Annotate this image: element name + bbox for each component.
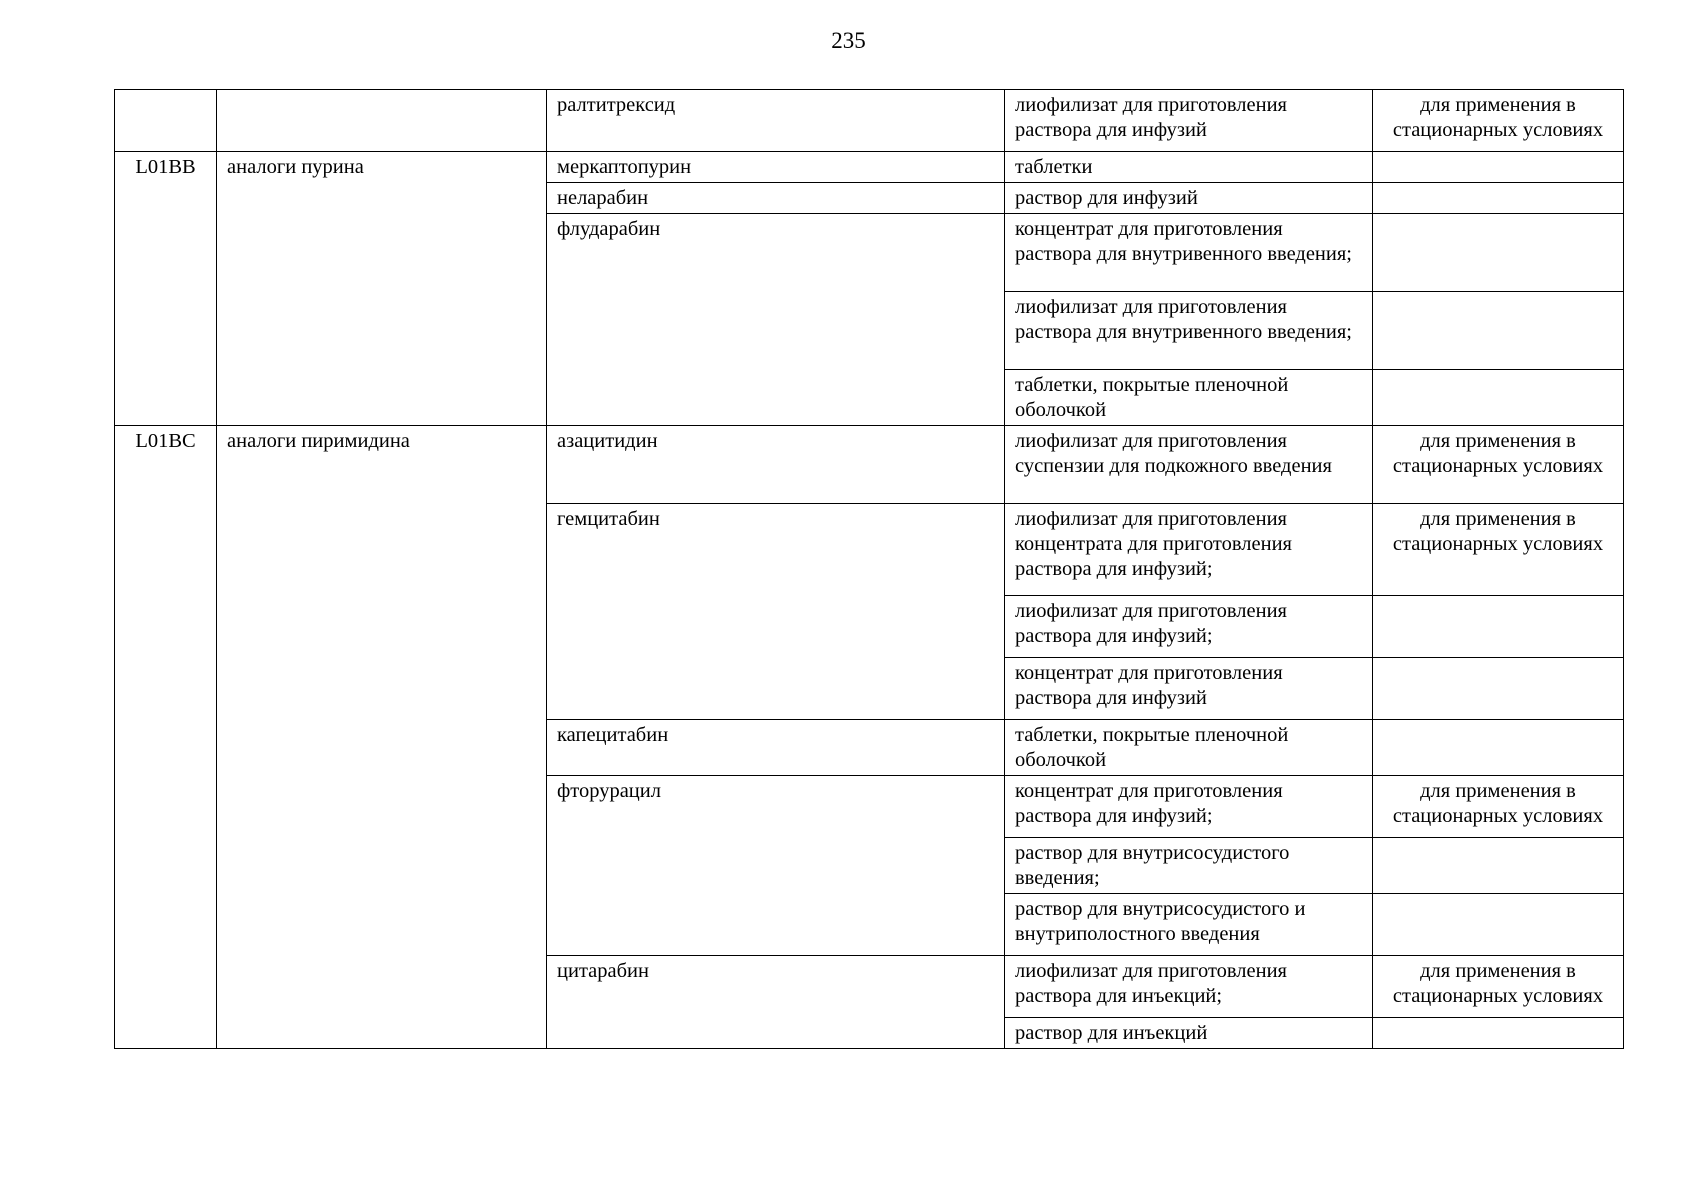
drug-name: флударабин <box>547 214 1005 426</box>
usage-condition: для применения в стационарных условиях <box>1373 90 1624 152</box>
dosage-form: лиофилизат для приготовления раствора для инъекций; <box>1005 956 1373 1018</box>
atc-code-cell <box>115 90 217 152</box>
usage-condition <box>1373 152 1624 183</box>
drug-name: капецитабин <box>547 720 1005 776</box>
dosage-form: раствор для внутрисосудистого введения; <box>1005 838 1373 894</box>
group-name: аналоги пурина <box>217 152 547 426</box>
usage-condition <box>1373 838 1624 894</box>
usage-condition <box>1373 894 1624 956</box>
dosage-form: таблетки, покрытые пленочной оболочкой <box>1005 370 1373 426</box>
dosage-form: таблетки, покрытые пленочной оболочкой <box>1005 720 1373 776</box>
dosage-form: раствор для инъекций <box>1005 1018 1373 1049</box>
dosage-form: концентрат для приготовления раствора для инфузий; <box>1005 776 1373 838</box>
drug-name: фторурацил <box>547 776 1005 956</box>
usage-condition <box>1373 658 1624 720</box>
drug-table <box>114 89 1624 1049</box>
usage-condition <box>1373 183 1624 214</box>
usage-condition <box>1373 1018 1624 1049</box>
table-row <box>115 90 1624 152</box>
dosage-form: концентрат для приготовления раствора для внутривенного введения; <box>1005 214 1373 292</box>
dosage-form: лиофилизат для приготовления раствора для внутривенного введения; <box>1005 292 1373 370</box>
dosage-form: раствор для внутрисосудистого и внутриполостного введения <box>1005 894 1373 956</box>
usage-condition <box>1373 214 1624 292</box>
table-row <box>115 426 1624 504</box>
drug-name: неларабин <box>547 183 1005 214</box>
usage-condition: для применения в стационарных условиях <box>1373 426 1624 504</box>
drug-name: азацитидин <box>547 426 1005 504</box>
usage-condition <box>1373 370 1624 426</box>
usage-condition <box>1373 720 1624 776</box>
page-number: 235 <box>831 28 866 53</box>
drug-name: гемцитабин <box>547 504 1005 720</box>
usage-condition <box>1373 292 1624 370</box>
dosage-form: лиофилизат для приготовления раствора для инфузий; <box>1005 596 1373 658</box>
dosage-form: раствор для инфузий <box>1005 183 1373 214</box>
dosage-form: концентрат для приготовления раствора для инфузий <box>1005 658 1373 720</box>
dosage-form: лиофилизат для приготовления суспензии для подкожного введения <box>1005 426 1373 504</box>
drug-name: цитарабин <box>547 956 1005 1049</box>
table-row <box>115 152 1624 183</box>
dosage-form: таблетки <box>1005 152 1373 183</box>
usage-condition: для применения в стационарных условиях <box>1373 504 1624 596</box>
dosage-form: лиофилизат для приготовления концентрата для приготовления раствора для инфузий; <box>1005 504 1373 596</box>
atc-code: L01BB <box>115 152 217 426</box>
group-cell <box>217 90 547 152</box>
usage-condition: для применения в стационарных условиях <box>1373 956 1624 1018</box>
usage-condition <box>1373 596 1624 658</box>
usage-condition: для применения в стационарных условиях <box>1373 776 1624 838</box>
drug-name: меркаптопурин <box>547 152 1005 183</box>
group-name: аналоги пиримидина <box>217 426 547 1049</box>
drug-name: ралтитрексид <box>547 90 1005 152</box>
dosage-form: лиофилизат для приготовления раствора для инфузий <box>1005 90 1373 152</box>
atc-code: L01BC <box>115 426 217 1049</box>
